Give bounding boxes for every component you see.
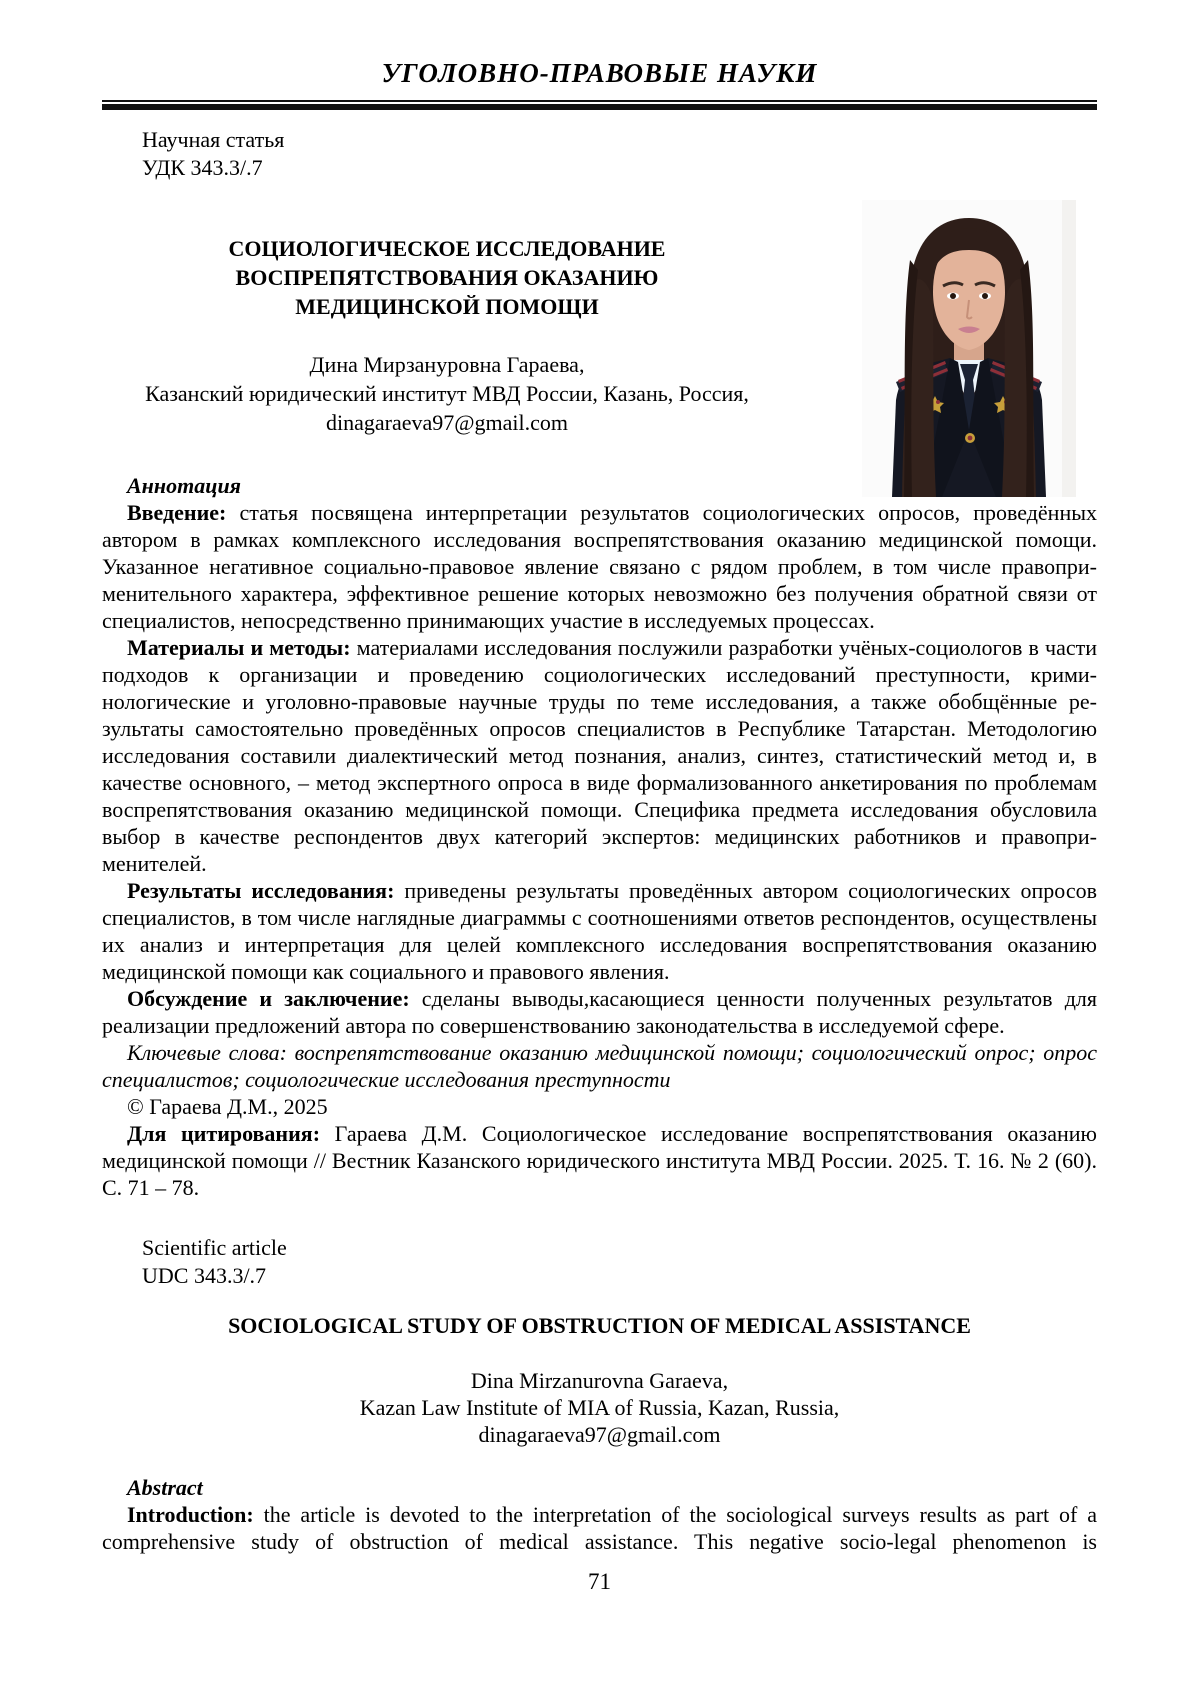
- ru-title-line: ВОСПРЕПЯТСТВОВАНИЯ ОКАЗАНИЮ: [235, 265, 659, 290]
- ru-abstract-section: [102, 472, 1097, 1201]
- en-meta-block: [102, 1234, 1097, 1290]
- paragraph-text: приведены результаты проведённых автором социологических опросов специалистов, в том числе наглядные диаграммы с соотношениями ответов респондентов, осуществлены их анализ и интерпретация для целей комплексного исследования воспрепятствования оказанию медицинской помощи как социального и правового явления.: [102, 878, 1097, 984]
- keywords-lead: Ключевые слова:: [127, 1040, 287, 1065]
- ru-title: [102, 234, 792, 321]
- ru-abstract-heading: Аннотация: [127, 473, 242, 498]
- ru-keywords: [102, 1039, 1097, 1093]
- page-number: 71: [588, 1569, 611, 1594]
- en-abstract-section: [102, 1474, 1097, 1555]
- ru-citation: [102, 1120, 1097, 1201]
- en-email: dinagaraeva97@gmail.com: [478, 1422, 721, 1447]
- copyright-line: © Гараева Д.М., 2025: [127, 1094, 328, 1119]
- en-article-type: Scientific article: [142, 1235, 287, 1260]
- ru-affiliation: Казанский юридический институт МВД России, Казань, Россия,: [145, 381, 749, 406]
- ru-paragraph-results: [102, 877, 1097, 985]
- en-author-block: [102, 1367, 1097, 1448]
- citation-text: Гараева Д.М. Социологическое исследование воспрепятствования оказанию медицинской помощи // Вестник Казанского юридического института МВД России. 2025. Т. 16. № 2 (60). С. 71 – 78.: [102, 1121, 1097, 1200]
- section-header: УГОЛОВНО-ПРАВОВЫЕ НАУКИ: [381, 58, 818, 88]
- ru-author-block: [102, 350, 792, 437]
- ru-author: Дина Мирзануровна Гараева,: [309, 352, 585, 377]
- ru-paragraph-discussion: [102, 985, 1097, 1039]
- header-rule: [102, 100, 1097, 110]
- paragraph-lead: Результаты исследования:: [127, 878, 395, 903]
- ru-title-line: СОЦИОЛОГИЧЕСКОЕ ИССЛЕДОВАНИЕ: [228, 236, 666, 261]
- paragraph-lead: Материалы и методы:: [127, 635, 351, 660]
- keywords-text: воспрепятствование оказанию медицинской помощи; социологический опрос; опрос специалистов; социологические исследования преступности: [102, 1040, 1098, 1092]
- paragraph-text: сделаны выводы,касающиеся ценности полученных результатов для реализации предложений автора по совершенствованию законодательства в исследуемой сфере.: [102, 986, 1097, 1038]
- ru-meta-block: [102, 126, 1097, 182]
- en-udc: UDC 343.3/.7: [142, 1263, 267, 1288]
- en-author: Dina Mirzanurovna Garaeva,: [470, 1368, 729, 1393]
- en-affiliation: Kazan Law Institute of MIA of Russia, Kazan, Russia,: [359, 1395, 840, 1420]
- paragraph-lead: Введение:: [127, 500, 227, 525]
- paragraph-text: статья посвящена интерпретации результатов социологических опросов, проведённых автором в рамках комплексного исследования воспрепятствования оказанию медицинской помощи. Указанное негативное социально-правовое явление связано с рядом проблем, в том числе правоприменительного характера, эффективное решение которых невозможно без получения обратной связи от специалистов, непосредственно принимающих участие в исследуемых процессах.: [102, 500, 1097, 633]
- paragraph-text: the article is devoted to the interpretation of the sociological surveys results as part of a comprehensive study of obstruction of medical assistance. This negative socio-legal phenomenon is: [102, 1502, 1097, 1554]
- author-photo: [862, 200, 1076, 497]
- ru-article-type: Научная статья: [142, 127, 285, 152]
- ru-paragraph-materials: [102, 634, 1097, 877]
- citation-lead: Для цитирования:: [127, 1121, 321, 1146]
- ru-email: dinagaraeva97@gmail.com: [326, 410, 568, 435]
- ru-udc: УДК 343.3/.7: [142, 155, 263, 180]
- en-abstract-heading: Abstract: [127, 1475, 203, 1500]
- ru-paragraph-introduction: [102, 499, 1097, 634]
- paragraph-text: материалами исследования послужили разработки учёных-социологов в части подходов к организации и проведению социологических исследований преступности, криминологические и уголовно-правовые научные труды по теме исследования, а также обобщённые результаты самостоятельно проведённых опросов специалистов в Республике Татарстан. Методологию исследования составили диалектический метод познания, анализ, синтез, статистический метод и, в качестве основного, – метод экспертного опроса в виде формализованного анкетирования по проблемам воспрепятствования оказанию медицинской помощи. Специфика предмета исследования обусловила выбор в качестве респондентов двух категорий экспертов: медицинских работников и правоприменителей.: [102, 635, 1097, 876]
- paragraph-lead: Обсуждение и заключение:: [127, 986, 410, 1011]
- paragraph-lead: Introduction:: [127, 1502, 254, 1527]
- en-paragraph-introduction: [102, 1501, 1097, 1555]
- author-photo-illustration: [862, 200, 1076, 497]
- ru-title-line: МЕДИЦИНСКОЙ ПОМОЩИ: [295, 294, 599, 319]
- en-title: SOCIOLOGICAL STUDY OF OBSTRUCTION OF MEDICAL ASSISTANCE: [228, 1313, 971, 1338]
